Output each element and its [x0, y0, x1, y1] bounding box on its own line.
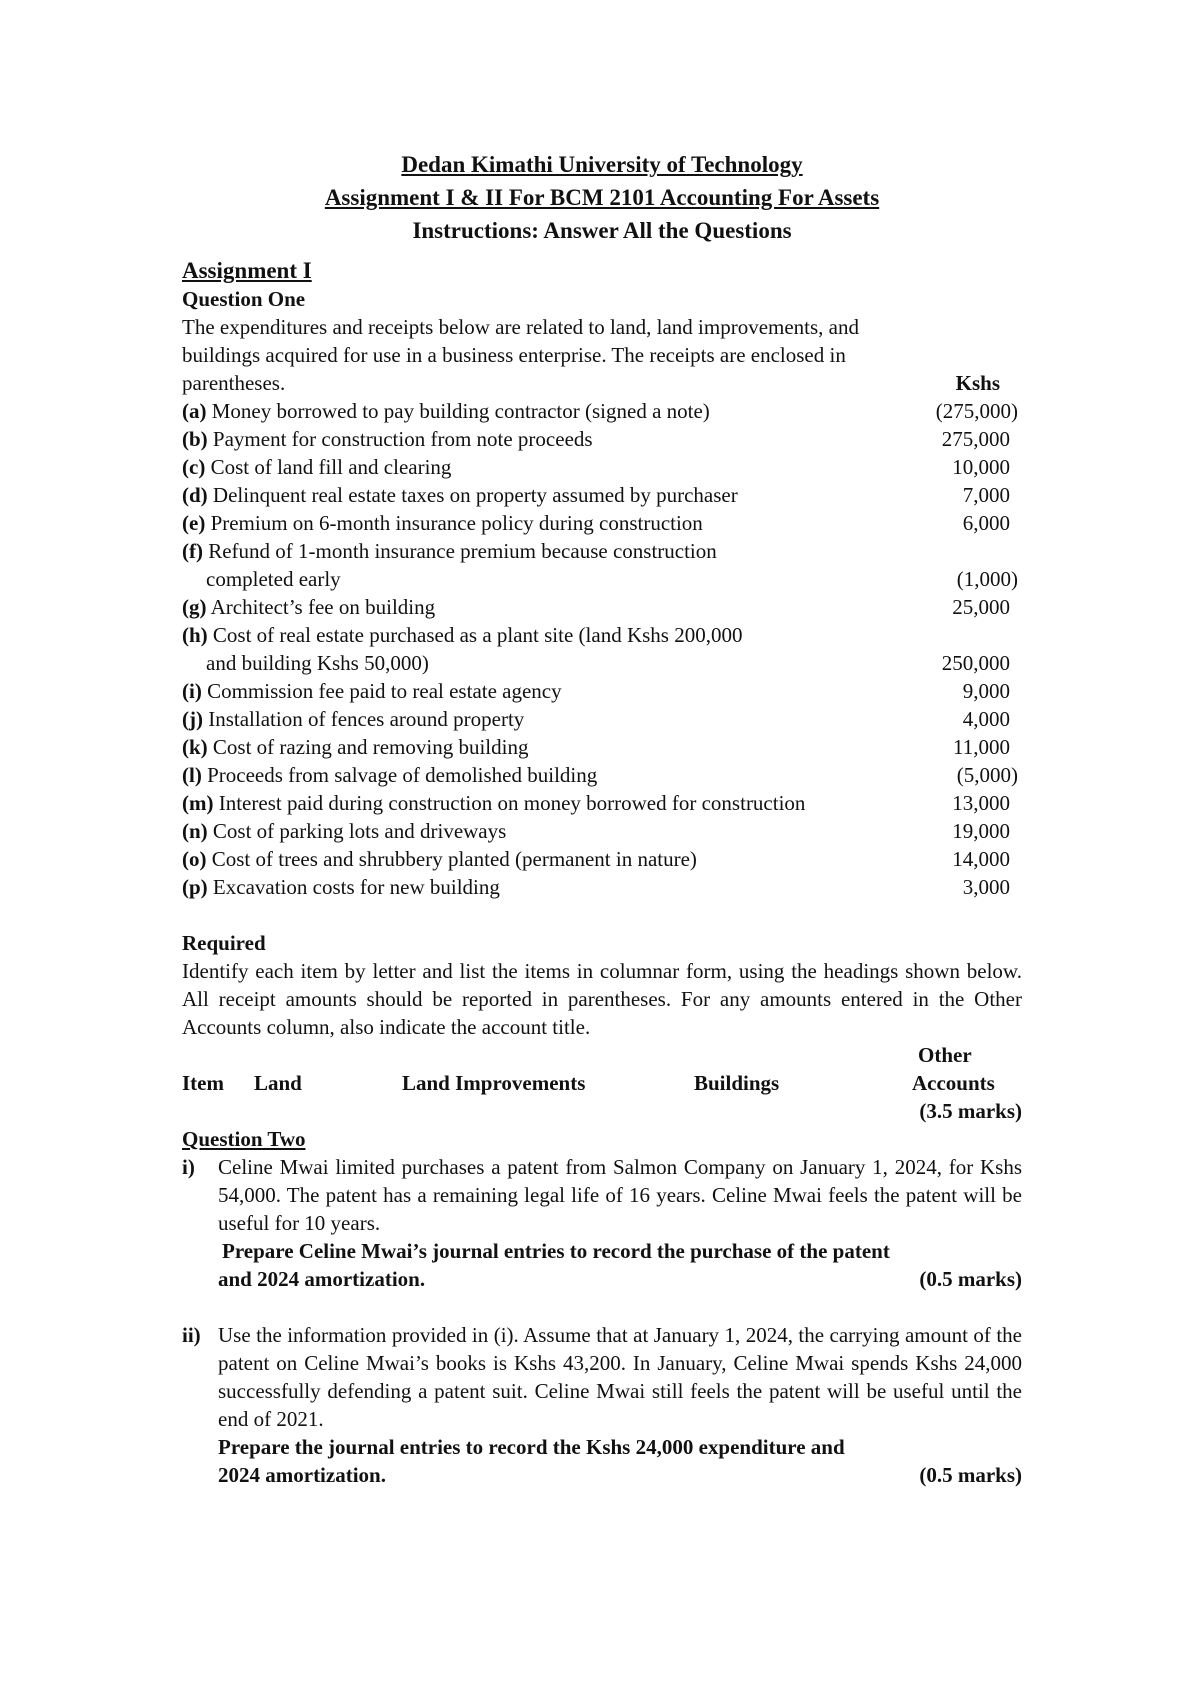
part-requirement-line: 2024 amortization.: [218, 1463, 386, 1487]
heading-land: Land: [254, 1071, 302, 1095]
item-description: Refund of 1-month insurance premium because construction: [208, 539, 717, 563]
question-two-part-i: [182, 1153, 1022, 1293]
heading-buildings: Buildings: [694, 1071, 780, 1095]
expenditure-item: [182, 593, 1022, 621]
item-description: Cost of razing and removing building: [212, 735, 529, 759]
item-amount: 10,000: [952, 455, 1010, 479]
expenditure-item: [182, 761, 1022, 789]
assignment-title: Assignment I & II For BCM 2101 Accounting For Assets: [324, 185, 880, 210]
item-description: Proceeds from salvage of demolished building: [207, 763, 598, 787]
required-heading: Required: [182, 931, 266, 955]
heading-item: Item: [182, 1071, 224, 1095]
item-list: [182, 397, 1022, 901]
item-description: Excavation costs for new building: [212, 875, 500, 899]
item-letter: (m): [182, 791, 214, 815]
item-letter: (f): [182, 539, 203, 563]
expenditure-item: [182, 537, 1022, 593]
part-requirement-line: and 2024 amortization.: [218, 1267, 426, 1291]
item-letter: (a): [182, 399, 207, 423]
item-amount: (1,000): [956, 567, 1018, 591]
item-description: Cost of trees and shrubbery planted (permanent in nature): [211, 847, 697, 871]
item-amount: 7,000: [962, 483, 1010, 507]
expenditure-item: [182, 397, 1022, 425]
expenditure-item: [182, 789, 1022, 817]
part-text: Use the information provided in (i). Assume that at January 1, 2024, the carrying amount of the patent on Celine Mwai’s books is Kshs 43,200. In January, Celine Mwai spends Kshs 24,000 successfully defending a patent suit. Celine Mwai still feels the patent will be useful until the end of 2021.: [218, 1323, 1022, 1431]
item-letter: (g): [182, 595, 207, 619]
item-amount: 14,000: [952, 847, 1010, 871]
item-description-continued: completed early: [206, 567, 341, 591]
item-amount: 6,000: [962, 511, 1010, 535]
item-letter: (i): [182, 679, 202, 703]
question-one-intro: [182, 313, 1022, 397]
item-letter: (d): [182, 483, 208, 507]
item-description: Commission fee paid to real estate agency: [207, 679, 562, 703]
item-description: Delinquent real estate taxes on property assumed by purchaser: [212, 483, 738, 507]
item-description: Cost of parking lots and driveways: [212, 819, 507, 843]
item-letter: (h): [182, 623, 208, 647]
item-letter: (c): [182, 455, 206, 479]
expenditure-item: [182, 705, 1022, 733]
item-description: Cost of real estate purchased as a plant site (land Kshs 200,000: [212, 623, 743, 647]
item-amount: 25,000: [952, 595, 1010, 619]
item-letter: (o): [182, 847, 207, 871]
part-number: i): [182, 1155, 195, 1179]
part-requirement-line: Prepare Celine Mwai’s journal entries to record the purchase of the patent: [222, 1239, 890, 1263]
intro-line: The expenditures and receipts below are related to land, land improvements, and: [182, 315, 860, 339]
item-letter: (b): [182, 427, 208, 451]
question-one-heading: Question One: [182, 287, 306, 311]
part-requirement-line: Prepare the journal entries to record the Kshs 24,000 expenditure and: [218, 1435, 845, 1459]
item-letter: (l): [182, 763, 202, 787]
expenditure-item: [182, 733, 1022, 761]
item-amount: 9,000: [962, 679, 1010, 703]
expenditure-item: [182, 677, 1022, 705]
item-amount: 4,000: [962, 707, 1010, 731]
part-marks: (0.5 marks): [919, 1267, 1022, 1291]
item-description: Premium on 6-month insurance policy during construction: [210, 511, 703, 535]
expenditure-item: [182, 621, 1022, 677]
instructions: Instructions: Answer All the Questions: [412, 218, 792, 243]
item-amount: (5,000): [956, 763, 1018, 787]
question-two-part-ii: [182, 1321, 1022, 1489]
part-marks: (0.5 marks): [919, 1463, 1022, 1487]
question-two-heading: Question Two: [182, 1127, 306, 1151]
intro-line: parentheses.: [182, 371, 286, 395]
heading-land-improvements: Land Improvements: [402, 1071, 586, 1095]
assignment-heading: Assignment I: [182, 258, 312, 283]
item-letter: (j): [182, 707, 203, 731]
column-headings: [182, 1041, 1022, 1125]
required-text: Identify each item by letter and list the items in columnar form, using the headings shown below. All receipt amounts should be reported in parentheses. For any amounts entered in the Other Accounts column, also indicate the account title.: [182, 959, 1022, 1039]
expenditure-item: [182, 873, 1022, 901]
question-one-marks: (3.5 marks): [919, 1099, 1022, 1123]
item-description-continued: and building Kshs 50,000): [206, 651, 429, 675]
item-amount: (275,000): [935, 399, 1018, 423]
amount-column-header: Kshs: [955, 371, 1000, 395]
item-description: Payment for construction from note proceeds: [212, 427, 593, 451]
item-amount: 275,000: [941, 427, 1010, 451]
heading-accounts: Accounts: [912, 1071, 995, 1095]
item-letter: (n): [182, 819, 208, 843]
item-amount: 19,000: [952, 819, 1010, 843]
item-amount: 3,000: [962, 875, 1010, 899]
part-number: ii): [182, 1323, 201, 1347]
part-text: Celine Mwai limited purchases a patent from Salmon Company on January 1, 2024, for Kshs 54,000. The patent has a remaining legal life of 16 years. Celine Mwai feels the patent will be useful for 10 years.: [218, 1155, 1022, 1235]
expenditure-item: [182, 453, 1022, 481]
expenditure-item: [182, 509, 1022, 537]
item-letter: (e): [182, 511, 206, 535]
expenditure-item: [182, 845, 1022, 873]
item-amount: 11,000: [953, 735, 1010, 759]
item-description: Installation of fences around property: [208, 707, 525, 731]
item-description: Architect’s fee on building: [210, 595, 436, 619]
expenditure-item: [182, 481, 1022, 509]
item-description: Money borrowed to pay building contractor (signed a note): [211, 399, 710, 423]
item-letter: (p): [182, 875, 208, 899]
university-title: Dedan Kimathi University of Technology: [401, 152, 803, 177]
item-letter: (k): [182, 735, 208, 759]
item-amount: 250,000: [941, 651, 1010, 675]
expenditure-item: [182, 425, 1022, 453]
expenditure-item: [182, 817, 1022, 845]
heading-other: Other: [918, 1043, 972, 1067]
intro-line: buildings acquired for use in a business enterprise. The receipts are enclosed in: [182, 343, 846, 367]
item-amount: 13,000: [952, 791, 1010, 815]
item-description: Interest paid during construction on money borrowed for construction: [218, 791, 806, 815]
item-description: Cost of land fill and clearing: [210, 455, 452, 479]
document-page: [182, 148, 1022, 1489]
